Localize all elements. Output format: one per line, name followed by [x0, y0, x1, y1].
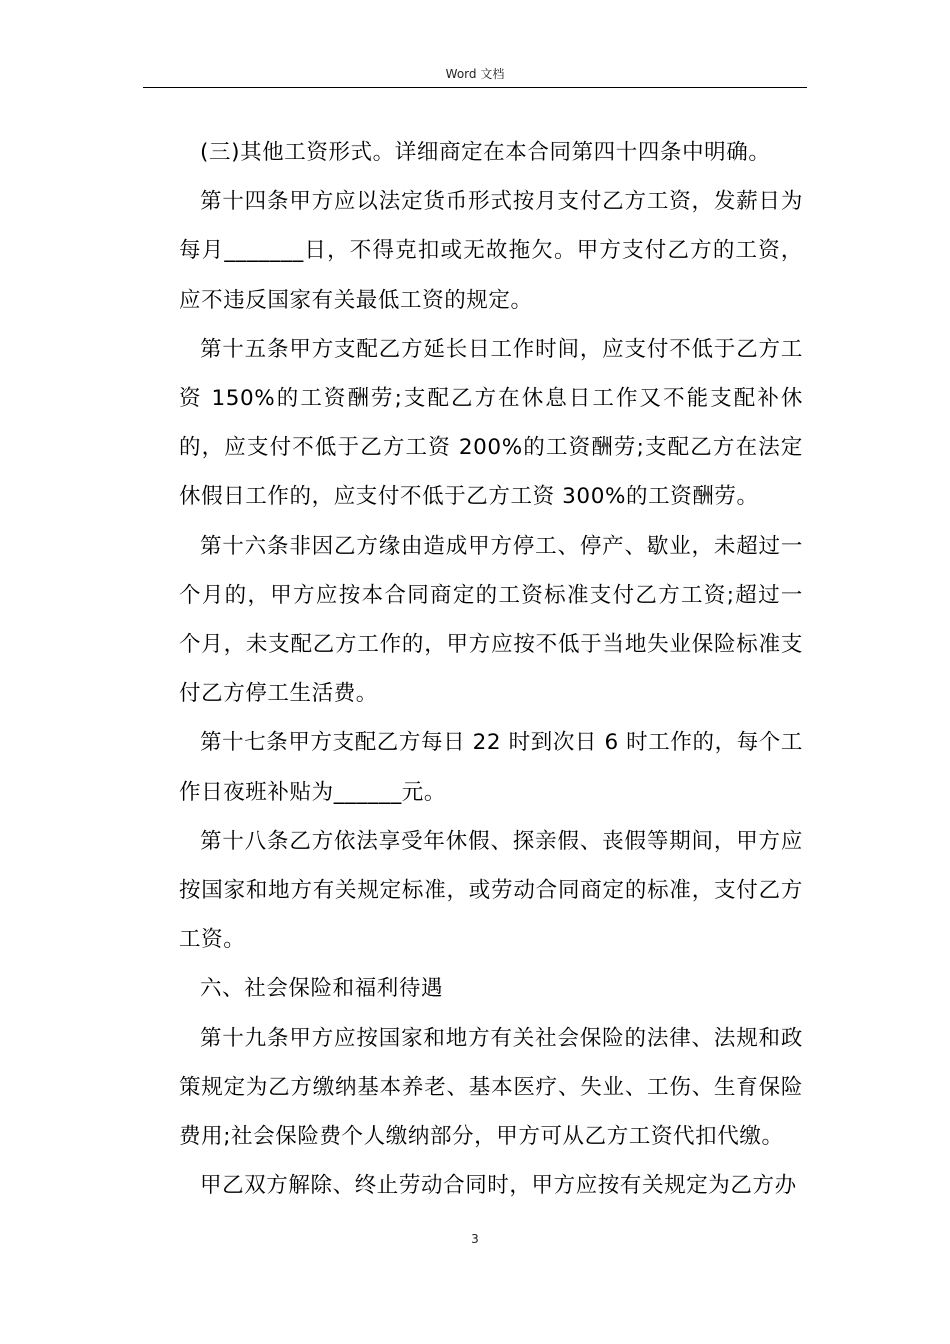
- paragraph-termination: 甲乙双方解除、终止劳动合同时，甲方应按有关规定为乙方办: [200, 1173, 797, 1199]
- paragraph-article-19: 第十九条甲方应按国家和地方有关社会保险的法律、法规和政策规定为乙方缴纳基本养老、基本医疗、失业、工伤、生育保险费用;社会保险费个人缴纳部分，甲方可从乙方工资代扣代缴。: [179, 1025, 803, 1150]
- paragraph-article-15: 第十五条甲方支配乙方延长日工作时间，应支付不低于乙方工资 150%的工资酬劳;支配乙方在休息日工作又不能支配补休的，应支付不低于乙方工资 200%的工资酬劳;支配乙方在法定休假日工作的，应支付不低于乙方工资 300%的工资酬劳。: [179, 336, 803, 510]
- paragraph-article-17: 第十七条甲方支配乙方每日 22 时到次日 6 时工作的，每个工作日夜班补贴为______元。: [179, 730, 803, 805]
- paragraph-other-wage-forms: (三)其他工资形式。详细商定在本合同第四十四条中明确。: [200, 140, 771, 165]
- paragraph-article-14: 第十四条甲方应以法定货币形式按月支付乙方工资，发薪日为每月_______日，不得克扣或无故拖欠。甲方支付乙方的工资，应不违反国家有关最低工资的规定。: [179, 189, 803, 313]
- paragraph-article-16: 第十六条非因乙方缘由造成甲方停工、停产、歇业，未超过一个月的，甲方应按本合同商定的工资标准支付乙方工资;超过一个月，未支配乙方工作的，甲方应按不低于当地失业保险标准支付乙方停工生活费。: [179, 533, 803, 707]
- section-heading-social-insurance: 六、社会保险和福利待遇: [200, 976, 444, 1002]
- header-divider: [143, 87, 807, 88]
- paragraph-article-18: 第十八条乙方依法享受年休假、探亲假、丧假等期间，甲方应按国家和地方有关规定标准，或劳动合同商定的标准，支付乙方工资。: [179, 828, 803, 953]
- document-body: [179, 128, 803, 1210]
- page-number: 3: [471, 1232, 479, 1246]
- page-header: Word 文档: [445, 67, 505, 81]
